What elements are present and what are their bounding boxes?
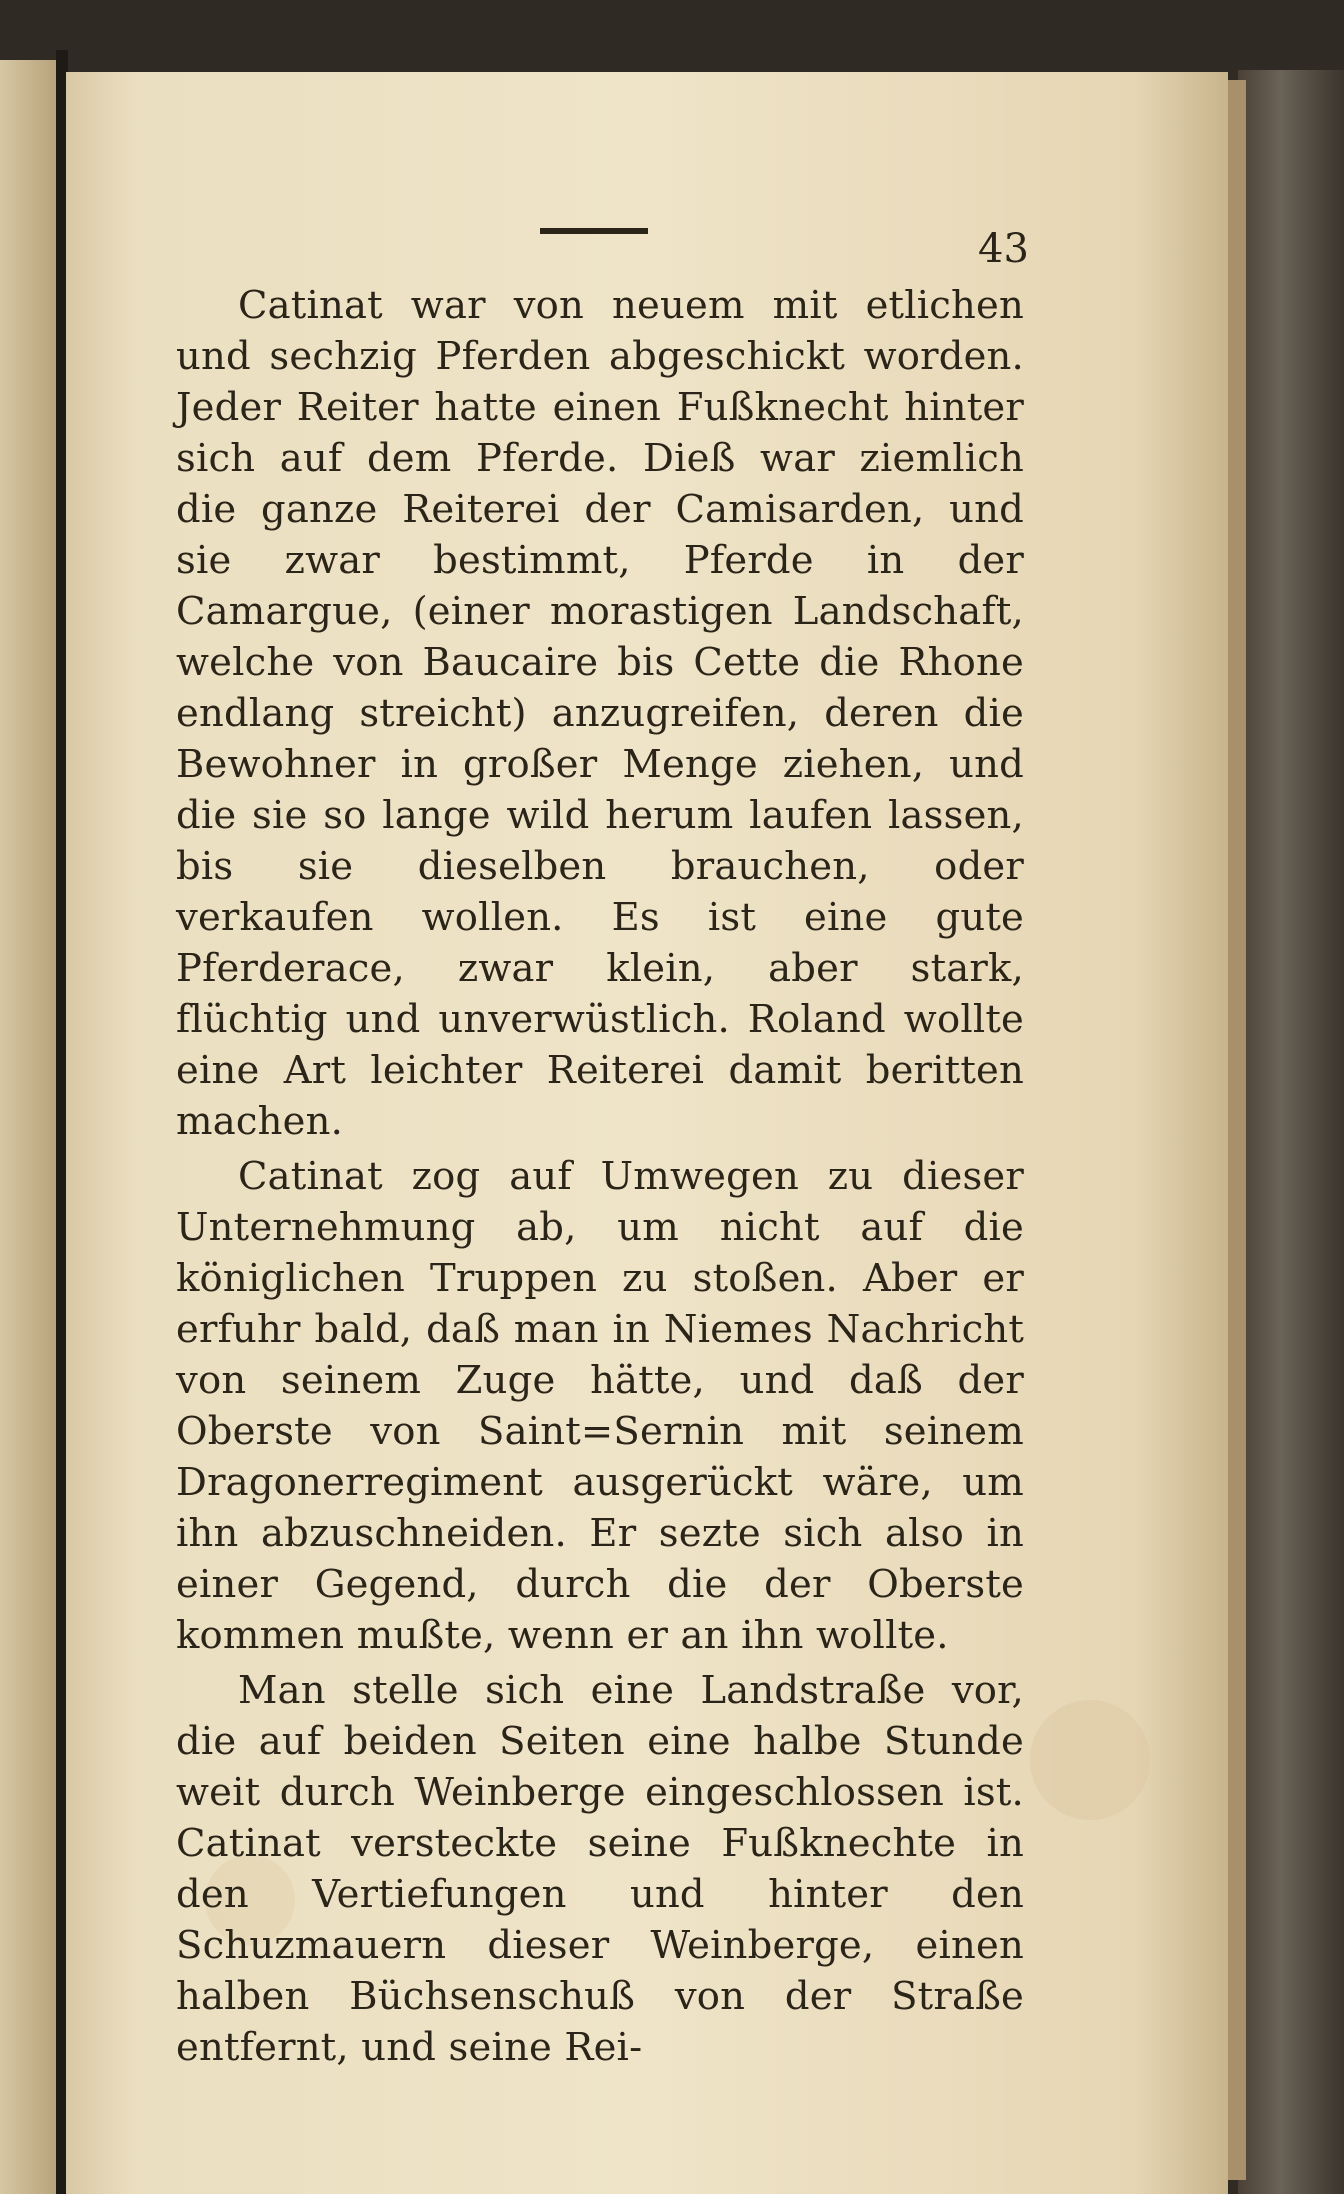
paragraph-2: Catinat zog auf Umwegen zu dieser Unternehmung ab, um nicht auf die königlichen Truppen zu stoßen. Aber er erfuhr bald, daß man in Niemes Nachricht von seinem Zuge hätte, und daß der Oberste von Saint=Sernin mit seinem Dragonerregiment ausgerückt wäre, um ihn abzuschneiden. Er sezte sich also in einer Gegend, durch die der Oberste kommen mußte, wenn er an ihn wollte. [176, 1154, 1024, 1658]
page-number: 43 [978, 226, 1029, 272]
head-rule [540, 228, 648, 234]
paper-stain [1030, 1700, 1150, 1820]
paragraph-3: Man stelle sich eine Landstraße vor, die auf beiden Seiten eine halbe Stunde weit durch Weinberge eingeschlossen ist. Catinat versteckte seine Fußknechte in den Vertiefungen und hinter den Schuzmauern dieser Weinberge, einen halben Büchsenschuß von der Straße entfernt, und seine Rei- [176, 1668, 1024, 2070]
cover-edge [1238, 70, 1344, 2194]
left-page-edge [0, 60, 58, 2194]
page-body [176, 280, 1024, 2073]
paragraph-1: Catinat war von neuem mit etlichen und sechzig Pferden abgeschickt worden. Jeder Reiter hatte einen Fußknecht hinter sich auf dem Pferde. Dieß war ziemlich die ganze Reiterei der Camisarden, und sie zwar bestimmt, Pferde in der Camargue, (einer morastigen Landschaft, welche von Baucaire bis Cette die Rhone endlang streicht) anzugreifen, deren die Bewohner in großer Menge ziehen, und die sie so lange wild herum laufen lassen, bis sie dieselben brauchen, oder verkaufen wollen. Es ist eine gute Pferderace, zwar klein, aber stark, flüchtig und unverwüstlich. Roland wollte eine Art leichter Reiterei damit beritten machen. [176, 283, 1024, 1144]
